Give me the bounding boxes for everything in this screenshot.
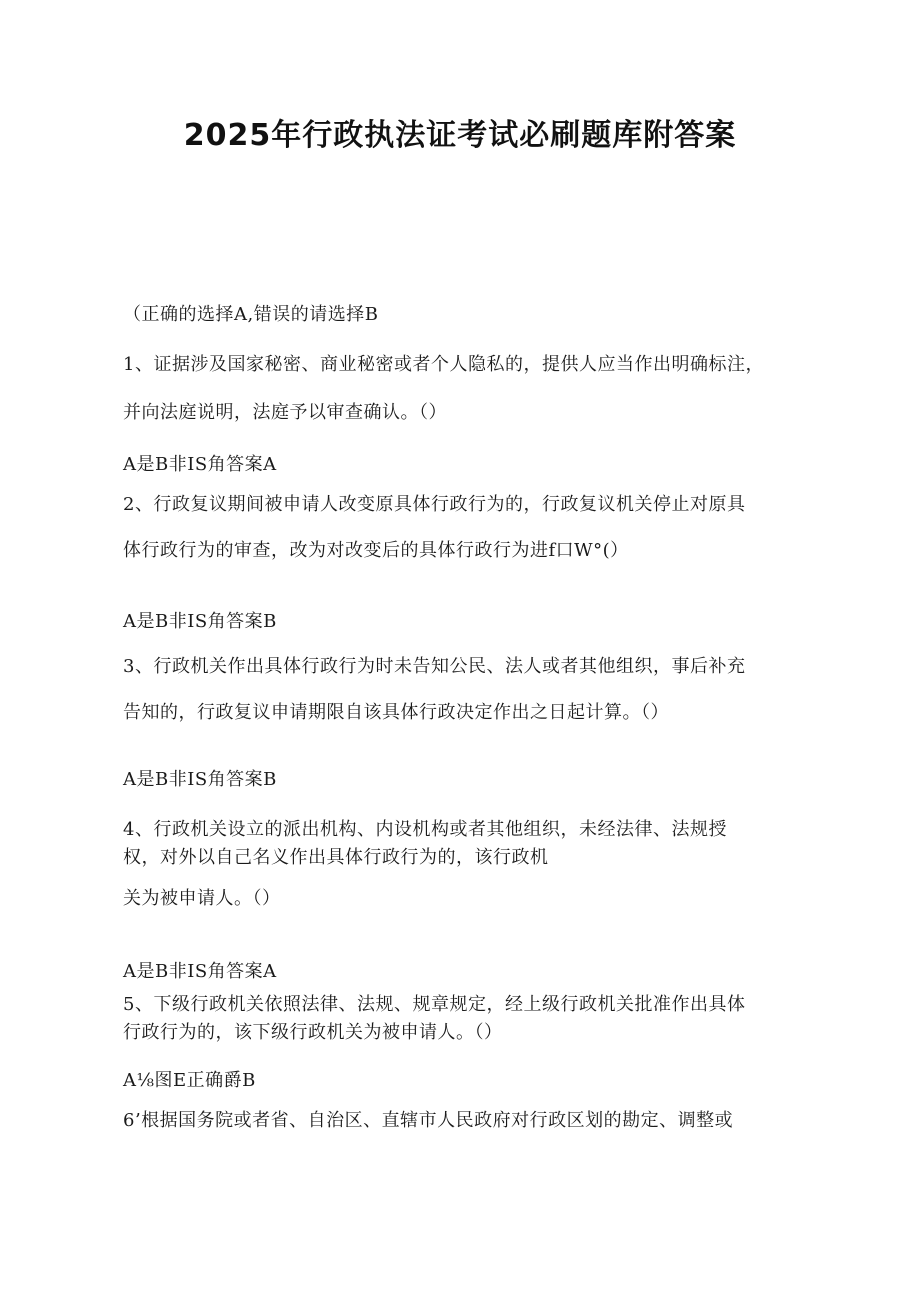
question-4-line-3: 关为被申请人。（） bbox=[123, 888, 281, 909]
question-4-answer: A是B非IS角答案A bbox=[123, 961, 277, 982]
question-2-line-1: 2、行政复议期间被申请人改变原具体行政行为的，行政复议机关停止对原具 bbox=[123, 494, 746, 515]
document-title: 2025年行政执法证考试必刷题库附答案 bbox=[183, 118, 737, 153]
instruction-text: （正确的选择A,错误的请选择B bbox=[123, 304, 379, 325]
question-3-line-2: 告知的，行政复议申请期限自该具体行政决定作出之日起计算。（） bbox=[123, 702, 669, 723]
question-6-line-1: 6’根据国务院或者省、自治区、直辖市人民政府对行政区划的勘定、调整或 bbox=[123, 1110, 734, 1131]
question-1-line-1: 1、证据涉及国家秘密、商业秘密或者个人隐私的，提供人应当作出明确标注， bbox=[123, 354, 764, 375]
question-2-answer: A是B非IS角答案B bbox=[123, 611, 277, 632]
question-3-answer: A是B非IS角答案B bbox=[123, 769, 277, 790]
question-5-line-2: 行政行为的，该下级行政机关为被申请人。（） bbox=[123, 1022, 503, 1043]
question-4-line-2: 权，对外以自己名义作出具体行政行为的，该行政机 bbox=[123, 847, 549, 868]
question-2-line-2: 体行政行为的审查，改为对改变后的具体行政行为进f口W°(） bbox=[123, 540, 629, 561]
question-1-line-2: 并向法庭说明，法庭予以审查确认。（） bbox=[123, 402, 447, 423]
question-3-line-1: 3、行政机关作出具体行政行为时未告知公民、法人或者其他组织，事后补充 bbox=[123, 656, 746, 677]
question-1-answer: A是B非IS角答案A bbox=[123, 454, 277, 475]
question-5-answer: A⅛图E正确爵B bbox=[123, 1070, 256, 1091]
question-4-line-1: 4、行政机关设立的派出机构、内设机构或者其他组织，未经法律、法规授 bbox=[123, 819, 727, 840]
question-5-line-1: 5、下级行政机关依照法律、法规、规章规定，经上级行政机关批准作出具体 bbox=[123, 994, 746, 1015]
